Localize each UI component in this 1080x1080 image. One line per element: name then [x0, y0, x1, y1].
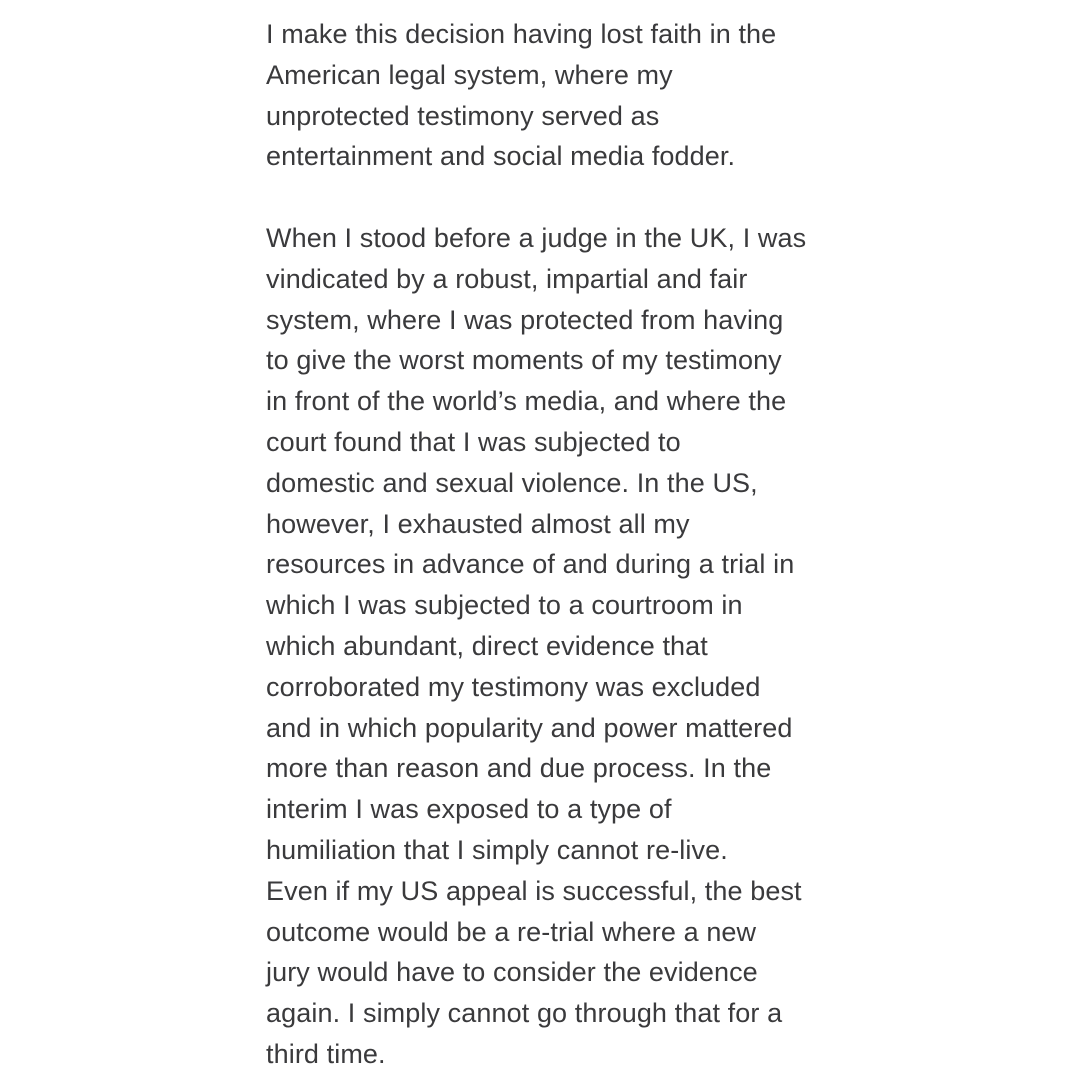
text-line: however, I exhausted almost all my [266, 508, 690, 539]
text-line: interim I was exposed to a type of [266, 794, 672, 825]
text-line: humiliation that I simply cannot re-live. [266, 834, 728, 865]
text-line: I make this decision having lost faith in the [266, 19, 777, 49]
text-line: vindicated by a robust, impartial and fair [266, 263, 748, 294]
text-line: Even if my US appeal is successful, the best [266, 875, 802, 906]
text-line: jury would have to consider the evidence [266, 957, 758, 988]
paragraph-2 [266, 218, 866, 1075]
text-line: domestic and sexual violence. In the US, [266, 467, 758, 498]
text-line: to give the worst moments of my testimony [266, 345, 782, 376]
text-line: and in which popularity and power mattered [266, 712, 793, 743]
text-line: in front of the world’s media, and where the [266, 386, 787, 417]
statement-text [266, 14, 866, 1075]
text-line: court found that I was subjected to [266, 426, 681, 457]
text-line: American legal system, where my [266, 59, 673, 90]
paragraph-break [266, 177, 866, 218]
text-line: more than reason and due process. In the [266, 753, 772, 784]
text-line: system, where I was protected from having [266, 304, 784, 335]
text-line: When I stood before a judge in the UK, I was [266, 222, 807, 253]
paragraph-1 [266, 14, 866, 177]
text-line: unprotected testimony served as [266, 100, 660, 131]
text-line: corroborated my testimony was excluded [266, 671, 761, 702]
text-line: which I was subjected to a courtroom in [266, 590, 743, 621]
text-line: which abundant, direct evidence that [266, 630, 708, 661]
text-line: again. I simply cannot go through that for a [266, 998, 783, 1029]
text-line: outcome would be a re-trial where a new [266, 916, 757, 947]
text-line: third time. [266, 1038, 386, 1069]
text-line: resources in advance of and during a trial in [266, 549, 795, 580]
text-line: entertainment and social media fodder. [266, 141, 736, 172]
